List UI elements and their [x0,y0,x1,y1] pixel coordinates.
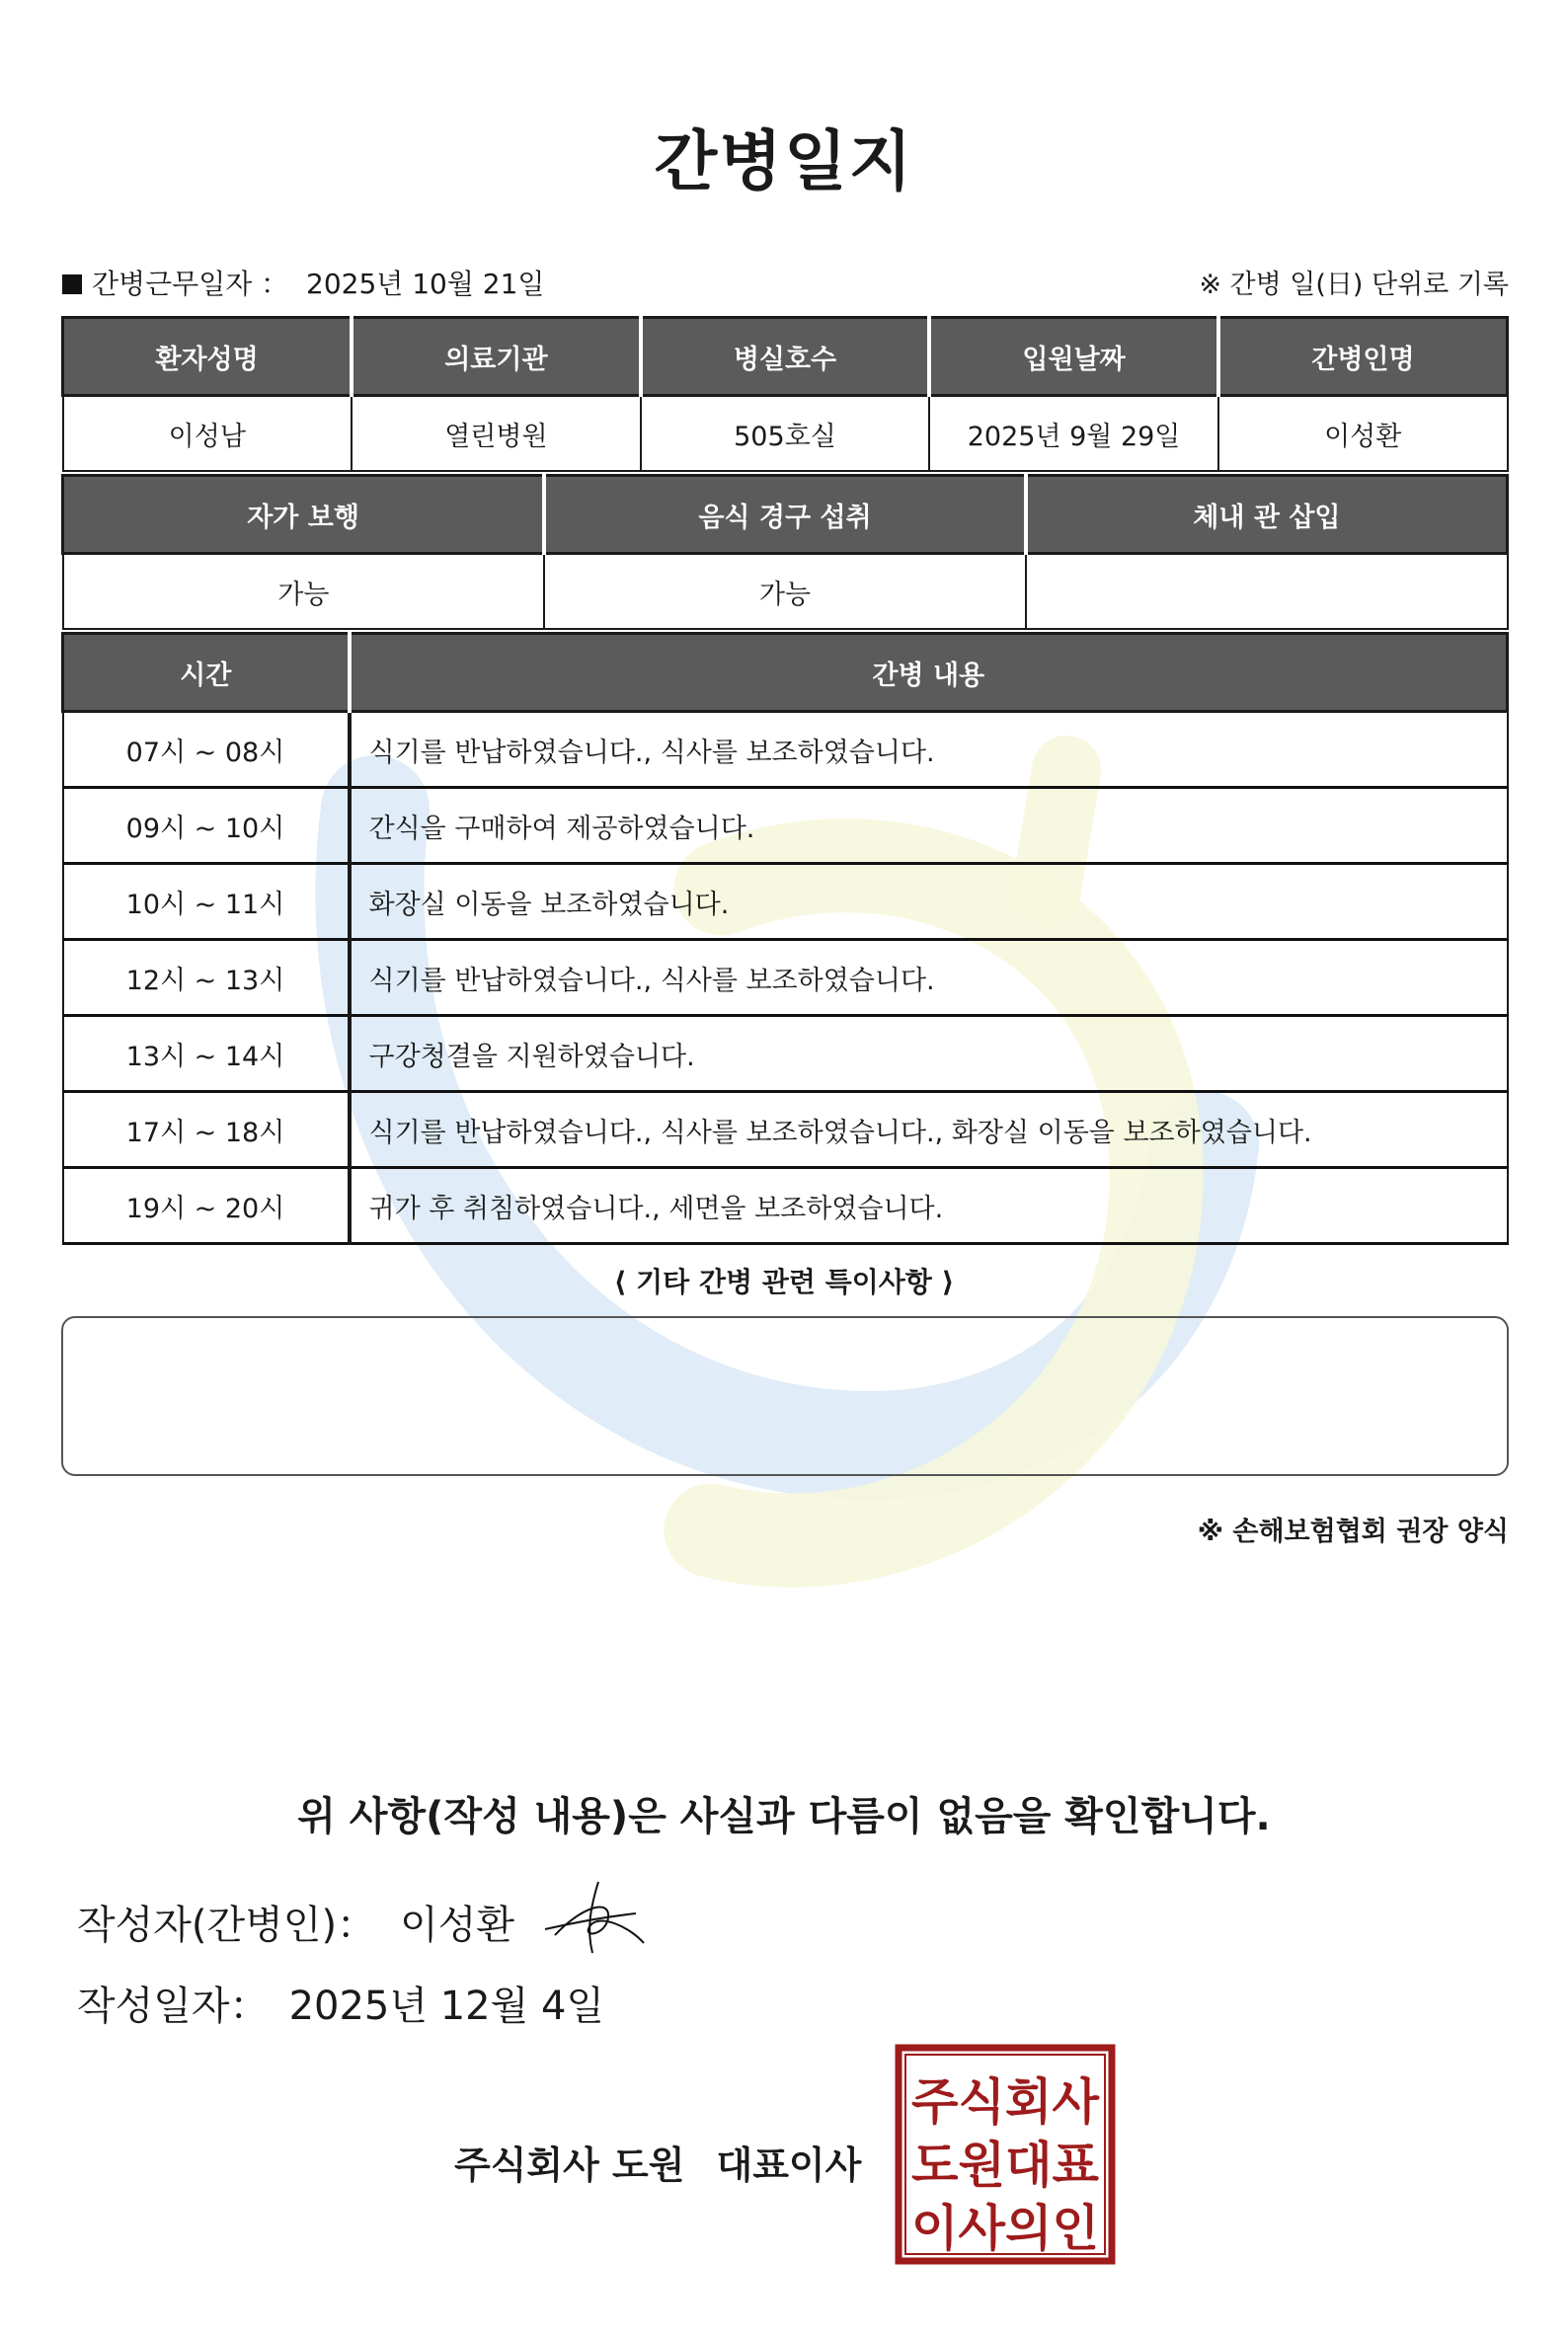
oral-intake-value: 가능 [544,554,1026,630]
table-row [63,554,1508,630]
form-recommendation-note: ※ 손해보험협회 권장 양식 [1197,1517,1509,1547]
caregiver-name: 이성환 [1218,396,1508,472]
company-seal-stamp [895,2044,1116,2265]
table-header-row [63,634,1508,712]
table-row [63,1092,1508,1168]
special-notes-box [61,1316,1509,1476]
log-time: 13시 ~ 14시 [63,1016,350,1092]
writer-label: 작성자(간병인)： [77,1903,377,1948]
log-content: 식기를 반납하였습니다., 식사를 보조하였습니다. [350,940,1508,1016]
table-row [63,1016,1508,1092]
patient-info-table [61,316,1509,472]
header-room: 병실호수 [641,318,930,396]
patient-ability-table [61,474,1509,630]
square-bullet-icon [62,274,82,294]
admission-date: 2025년 9월 29일 [929,396,1218,472]
log-content: 귀가 후 취침하였습니다., 세면을 보조하였습니다. [350,1168,1508,1244]
care-log-table [61,632,1509,1245]
handwritten-signature [541,1878,650,1957]
table-row [63,712,1508,788]
patient-name: 이성남 [63,396,353,472]
log-content: 식기를 반납하였습니다., 식사를 보조하였습니다., 화장실 이동을 보조하였습니다. [350,1092,1508,1168]
log-time: 17시 ~ 18시 [63,1092,350,1168]
log-time: 19시 ~ 20시 [63,1168,350,1244]
header-time: 시간 [63,634,350,712]
table-header-row [63,318,1508,396]
log-time: 07시 ~ 08시 [63,712,350,788]
work-date-value: 2025년 10월 21일 [306,268,545,300]
tube-insertion-value [1026,554,1508,630]
table-row [63,940,1508,1016]
seal-line: 도원대표 [911,2137,1100,2194]
unit-note: ※ 간병 일(日) 단위로 기록 [1199,270,1509,300]
log-content: 구강청결을 지원하였습니다. [350,1016,1508,1092]
company-name: 주식회사 도원 [454,2143,685,2187]
table-row [63,396,1508,472]
work-date-row [62,263,544,302]
table-row [63,788,1508,864]
header-hospital: 의료기관 [352,318,641,396]
work-date-label: 간병근무일자 ： [92,268,289,300]
representative-title: 대표이사 [716,2143,862,2187]
write-date-label: 작성일자： [77,1984,270,2029]
special-notes-title: ⟨ 기타 간병 관련 특이사항 ⟩ [613,1266,955,1298]
header-oral-intake: 음식 경구 섭취 [544,476,1026,554]
write-date-value: 2025년 12월 4일 [288,1984,605,2029]
log-content: 간식을 구매하여 제공하였습니다. [350,788,1508,864]
log-content: 식기를 반납하였습니다., 식사를 보조하였습니다. [350,712,1508,788]
room-number: 505호실 [641,396,930,472]
table-header-row [63,476,1508,554]
log-content: 화장실 이동을 보조하였습니다. [350,864,1508,940]
self-walking-value: 가능 [63,554,545,630]
seal-line: 이사의인 [911,2200,1099,2257]
header-admission-date: 입원날짜 [929,318,1218,396]
seal-line: 주식회사 [911,2073,1100,2131]
header-tube-insertion: 체내 관 삽입 [1026,476,1508,554]
log-time: 09시 ~ 10시 [63,788,350,864]
confirmation-statement: 위 사항(작성 내용)은 사실과 다름이 없음을 확인합니다. [297,1794,1271,1839]
page-title: 간병일지 [654,123,914,199]
writer-row [77,1894,514,1950]
hospital-name: 열린병원 [352,396,641,472]
header-caregiver-name: 간병인명 [1218,318,1508,396]
writer-name: 이성환 [400,1903,514,1948]
log-time: 10시 ~ 11시 [63,864,350,940]
company-signature-line [454,2135,861,2189]
write-date-row [77,1975,604,2031]
log-time: 12시 ~ 13시 [63,940,350,1016]
header-care-content: 간병 내용 [350,634,1508,712]
table-row [63,1168,1508,1244]
table-row [63,864,1508,940]
header-self-walking: 자가 보행 [63,476,545,554]
header-patient-name: 환자성명 [63,318,353,396]
